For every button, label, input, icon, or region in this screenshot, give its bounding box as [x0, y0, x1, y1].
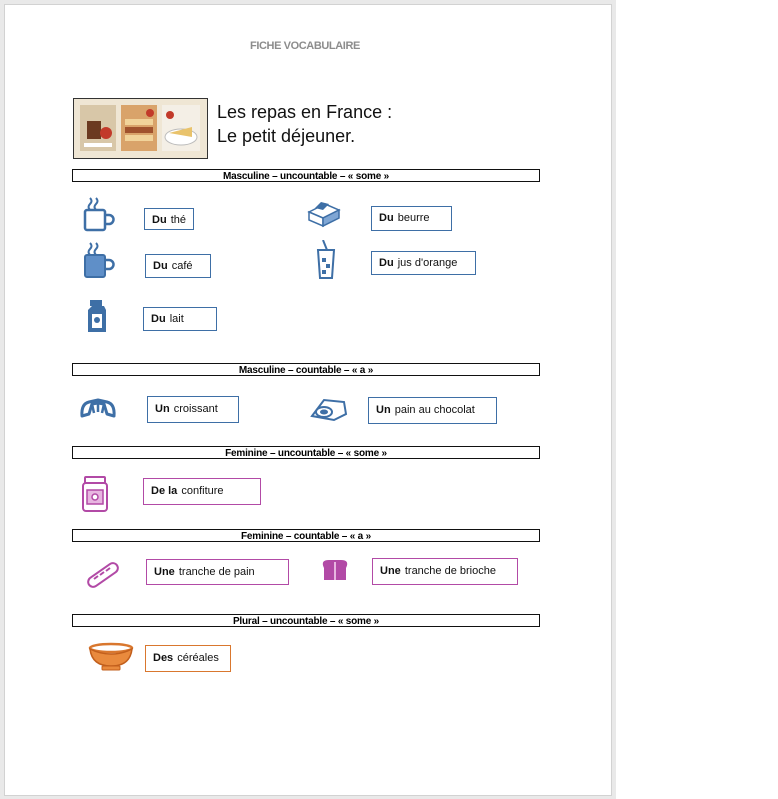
section-masculine-countable: Masculine – countable – « a » [72, 363, 540, 376]
croissant-icon [79, 398, 117, 420]
word-du-the: Du thé [144, 208, 194, 230]
tea-cup-icon [82, 196, 116, 232]
pain-au-chocolat-icon [310, 396, 348, 422]
word-du-jus-dorange: Du jus d'orange [371, 251, 476, 275]
breakfast-photos [73, 98, 208, 159]
section-feminine-uncountable: Feminine – uncountable – « some » [72, 446, 540, 459]
orange-juice-glass-icon [315, 240, 337, 280]
heading-line-1: Les repas en France : [217, 102, 393, 122]
cereal-bowl-icon [88, 642, 134, 672]
heading-line-2: Le petit déjeuner. [217, 126, 356, 146]
section-masculine-uncountable: Masculine – uncountable – « some » [72, 169, 540, 182]
word-de-la-confiture: De la confiture [143, 478, 261, 505]
word-du-lait: Du lait [143, 307, 217, 331]
word-une-tranche-de-brioche: Une tranche de brioche [372, 558, 518, 585]
sheet-title: FICHE VOCABULAIRE [250, 40, 360, 52]
word-une-tranche-de-pain: Une tranche de pain [146, 559, 289, 585]
section-plural-uncountable: Plural – uncountable – « some » [72, 614, 540, 627]
word-des-cereales: Des céréales [145, 645, 231, 672]
butter-icon [307, 198, 341, 228]
milk-carton-icon [86, 298, 108, 334]
brioche-slice-icon [320, 558, 350, 582]
lesson-heading [217, 100, 392, 148]
section-feminine-countable: Feminine – countable – « a » [72, 529, 540, 542]
jam-jar-icon [81, 475, 109, 513]
word-du-cafe: Du café [145, 254, 211, 278]
word-du-beurre: Du beurre [371, 206, 452, 231]
baguette-icon [84, 559, 122, 591]
word-un-croissant: Un croissant [147, 396, 239, 423]
coffee-cup-icon [82, 241, 116, 279]
word-un-pain-au-chocolat: Un pain au chocolat [368, 397, 497, 424]
